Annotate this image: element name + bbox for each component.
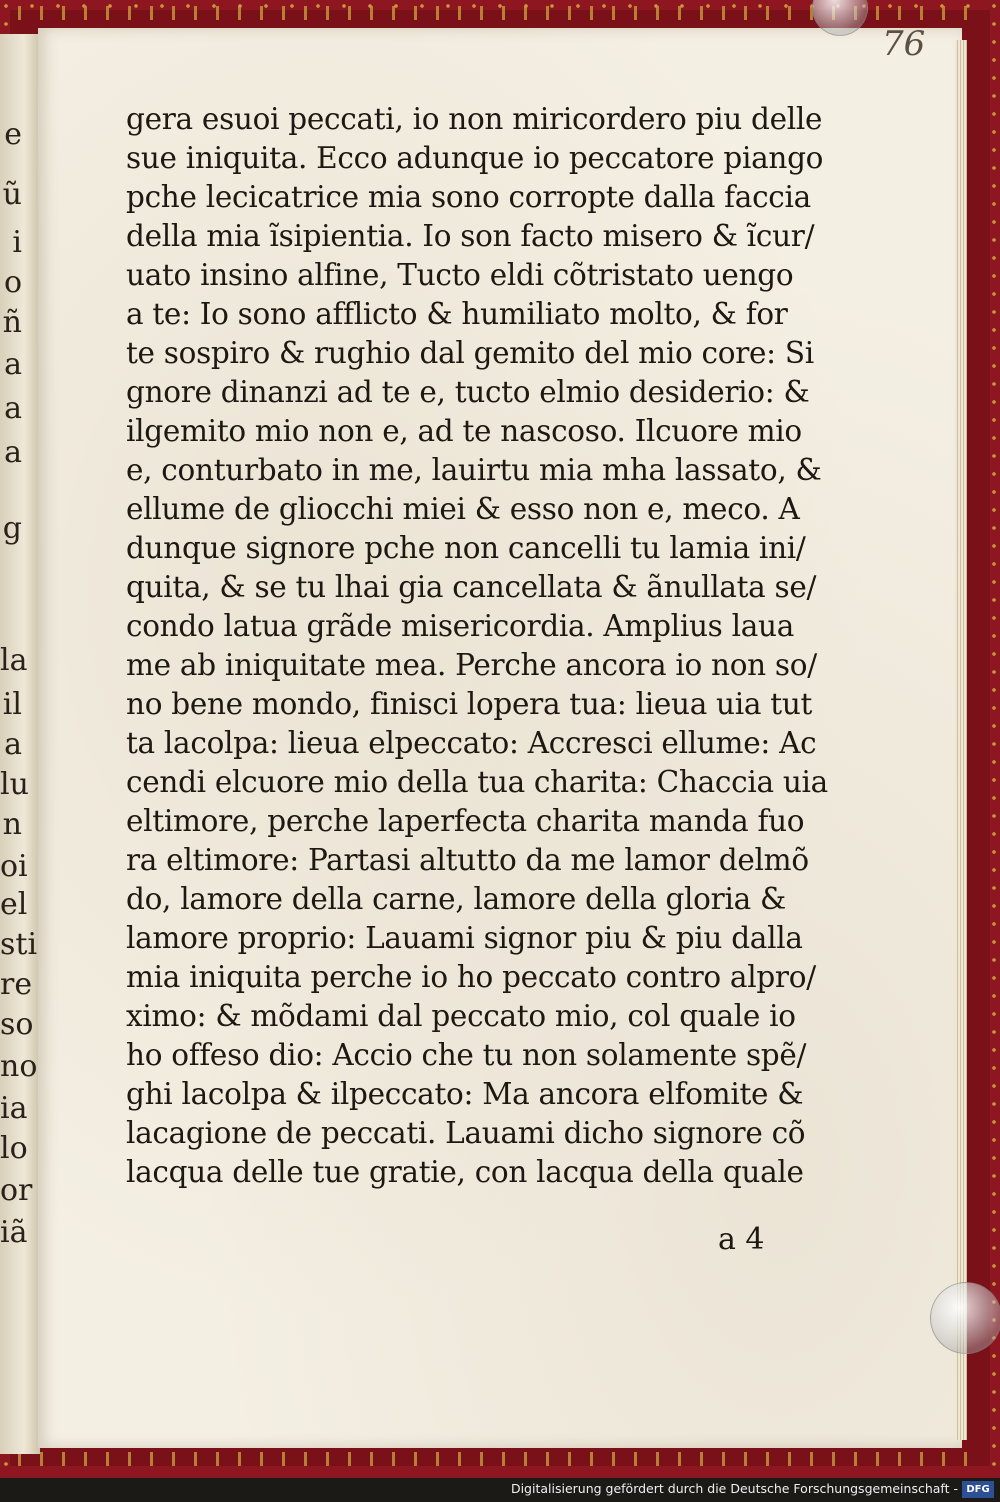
text-line: ho offeso dio: Accio che tu non solamente spẽ/ (126, 1038, 807, 1072)
facing-page-fragment: oi (0, 849, 28, 884)
text-line: lamore proprio: Lauami signor piu & piu dalla (126, 921, 803, 955)
text-line: dunque signore pche non cancelli tu lamia ini/ (126, 531, 806, 565)
facing-page-fragment: el (0, 887, 28, 922)
folio-number: 76 (882, 24, 926, 64)
text-line: sue iniquita. Ecco adunque io peccatore piango (126, 141, 824, 175)
text-line: ellume de gliocchi miei & esso non e, meco. A (126, 492, 800, 526)
facing-page-fragment: lu (0, 767, 29, 802)
facing-page-fragment: or (0, 1173, 33, 1208)
text-line: e, conturbato in me, lauirtu mia mha lassato, & (126, 453, 822, 487)
text-line: ximo: & mõdami dal peccato mio, col quale io (126, 999, 796, 1033)
glass-clip-right-icon (930, 1282, 1000, 1354)
text-line: condo latua grãde misericordia. Amplius laua (126, 609, 794, 643)
facing-page-fragment: e (4, 117, 22, 152)
facing-page-fragment: il (2, 687, 22, 722)
funding-credit: Digitalisierung gefördert durch die Deutsche Forschungsgemeinschaft - (510, 1481, 958, 1496)
facing-page-fragment: iã (0, 1215, 28, 1250)
facing-page-fragment: ia (0, 1091, 28, 1126)
facing-page-fragment: no (0, 1049, 38, 1084)
text-line: lacqua delle tue gratie, con lacqua della quale (126, 1155, 804, 1189)
text-line: quita, & se tu lhai gia cancellata & ãnullata se/ (126, 570, 817, 604)
facing-page-fragment: so (0, 1007, 34, 1042)
facing-page-fragment: a (4, 435, 22, 470)
text-line: a te: Io sono afflicto & humiliato molto, & for (126, 297, 788, 331)
text-line: ta lacolpa: lieua elpeccato: Accresci ellume: Ac (126, 726, 817, 760)
facing-page-fragment: n (2, 807, 22, 842)
page-text (126, 100, 828, 1192)
signature-mark: a 4 (718, 1222, 765, 1257)
text-line: cendi elcuore mio della tua charita: Chaccia uia (126, 765, 828, 799)
text-line: ghi lacolpa & ilpeccato: Ma ancora elfomite & (126, 1077, 804, 1111)
text-line: no bene mondo, finisci lopera tua: lieua uia tut (126, 687, 813, 721)
facing-page-fragment: re (0, 967, 33, 1002)
text-line: do, lamore della carne, lamore della gloria & (126, 882, 786, 916)
facing-page-fragment: a (4, 391, 22, 426)
facing-page-fragment: a (4, 727, 22, 762)
facing-page-fragment: ũ (2, 177, 22, 212)
footer-bar (0, 1478, 1000, 1502)
text-line: gnore dinanzi ad te e, tucto elmio desiderio: & (126, 375, 810, 409)
facing-page-fragment: lo (0, 1131, 28, 1166)
facing-page-fragment: sti (0, 927, 38, 962)
facing-page-fragment: a (4, 347, 22, 382)
text-line: eltimore, perche laperfecta charita manda fuo (126, 804, 805, 838)
facing-page-fragment: g (2, 511, 22, 546)
facing-page-fragment: i (12, 225, 22, 260)
text-line: te sospiro & rughio dal gemito del mio core: Si (126, 336, 814, 370)
facing-page-edge (0, 34, 40, 1454)
facing-page-fragment: ñ (2, 305, 22, 340)
facing-page-fragment: la (0, 643, 28, 678)
facing-page-fragment: o (3, 265, 22, 300)
text-line: gera esuoi peccati, io non miricordero piu delle (126, 102, 823, 136)
text-line: pche lecicatrice mia sono corropte dalla faccia (126, 180, 811, 214)
text-line: lacagione de peccati. Lauami dicho signore cõ (126, 1116, 806, 1150)
text-line: della mia ĩsipientia. Io son facto misero & ĩcur/ (126, 219, 815, 253)
dfg-logo: DFG (962, 1481, 994, 1498)
text-line: ra eltimore: Partasi altutto da me lamor delmõ (126, 843, 809, 877)
text-line: uato insino alfine, Tucto eldi cõtristato uengo (126, 258, 794, 292)
text-line: ilgemito mio non e, ad te nascoso. Ilcuore mio (126, 414, 802, 448)
page-fore-edge (955, 40, 967, 1440)
text-line: me ab iniquitate mea. Perche ancora io non so/ (126, 648, 817, 682)
text-line: mia iniquita perche io ho peccato contro alpro/ (126, 960, 816, 994)
gilt-border-bottom (18, 1452, 982, 1466)
